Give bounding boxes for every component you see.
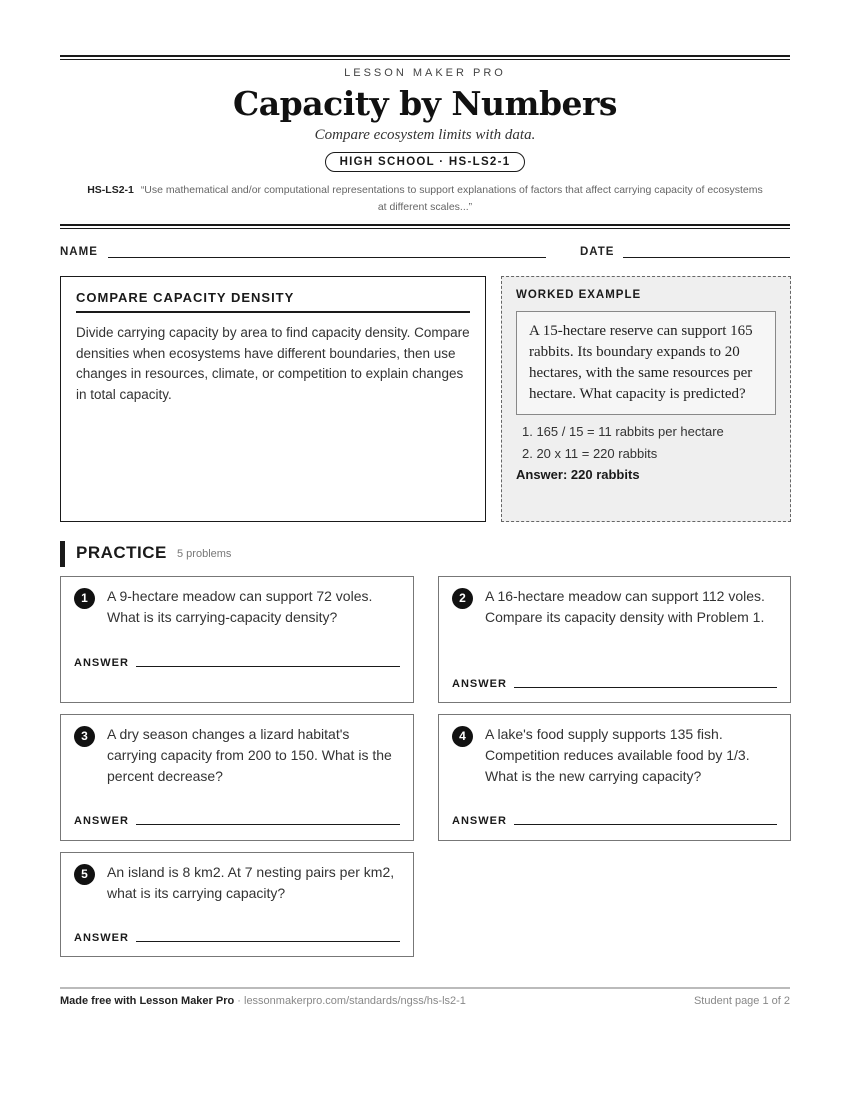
page-title: Capacity by Numbers xyxy=(233,84,617,123)
name-field[interactable] xyxy=(108,257,546,258)
problem-text: A 16-hectare meadow can support 112 voles. Compare its capacity density with Problem 1. xyxy=(485,588,765,625)
header-bottom-rule xyxy=(60,224,790,226)
level-badge: HIGH SCHOOL · HS-LS2-1 xyxy=(325,152,526,172)
date-field[interactable] xyxy=(623,257,790,258)
brand-name: LESSON MAKER PRO xyxy=(344,67,506,79)
problem-text: A lake's food supply supports 135 fish. Competition reduces available food by 1/3. What is the new carrying capacity? xyxy=(485,726,750,784)
practice-title: PRACTICE xyxy=(76,543,167,562)
standard-text: “Use mathematical and/or computational representations to support explanations of factors that affect carrying capacity of ecosystems at different scales...” xyxy=(140,184,763,213)
answer-field[interactable] xyxy=(514,824,777,825)
name-label: NAME xyxy=(60,246,98,258)
answer-label: ANSWER xyxy=(452,678,507,690)
answer-field[interactable] xyxy=(136,666,400,667)
answer-label: ANSWER xyxy=(74,657,129,669)
problem-card xyxy=(438,576,791,703)
standard-statement xyxy=(85,182,765,216)
problem-card xyxy=(60,714,414,841)
problem-text: An island is 8 km2. At 7 nesting pairs per km2, what is its carrying capacity? xyxy=(107,864,395,901)
practice-accent-bar xyxy=(60,541,65,567)
concept-body: Divide carrying capacity by area to find capacity density. Compare densities when ecosystems have different boundaries, then use changes in resources, climate, or competition to explain changes in total capacity. xyxy=(76,325,470,402)
practice-count: 5 problems xyxy=(177,548,232,560)
answer-label: ANSWER xyxy=(74,932,129,944)
footer-credit xyxy=(60,995,466,1007)
answer-field[interactable] xyxy=(136,941,400,942)
footer-made-with: Made free with Lesson Maker Pro xyxy=(60,995,235,1007)
worked-step: 2. 20 x 11 = 220 rabbits xyxy=(522,446,658,461)
problem-text: A 9-hectare meadow can support 72 voles. What is its carrying-capacity density? xyxy=(107,588,373,625)
problem-card xyxy=(438,714,791,841)
problem-number: 5 xyxy=(74,864,95,885)
footer-page-number: Student page 1 of 2 xyxy=(693,995,790,1007)
standard-code: HS-LS2-1 xyxy=(87,184,134,196)
date-label: DATE xyxy=(580,246,615,258)
level-badge-wrap xyxy=(60,152,790,172)
problem-number: 1 xyxy=(74,588,95,609)
answer-field[interactable] xyxy=(514,687,777,688)
answer-field[interactable] xyxy=(136,824,400,825)
problem-number: 2 xyxy=(452,588,473,609)
header-top-rule xyxy=(60,55,790,57)
worked-example-label: WORKED EXAMPLE xyxy=(516,289,642,301)
concept-heading: COMPARE CAPACITY DENSITY xyxy=(76,290,470,313)
answer-label: ANSWER xyxy=(452,815,507,827)
worked-example-box xyxy=(501,276,791,522)
footer-rule xyxy=(60,987,790,989)
worked-step: 1. 165 / 15 = 11 rabbits per hectare xyxy=(522,424,724,439)
worked-example-problem: A 15-hectare reserve can support 165 rabbits. Its boundary expands to 20 hectares, with the same resources per hectare. What capacity is predicted? xyxy=(516,311,776,415)
answer-label: ANSWER xyxy=(74,815,129,827)
page-subtitle: Compare ecosystem limits with data. xyxy=(314,127,536,143)
problem-card xyxy=(60,576,414,703)
footer-url[interactable]: · lessonmakerpro.com/standards/ngss/hs-ls2-1 xyxy=(234,995,466,1007)
worked-example-steps xyxy=(516,421,776,465)
worked-example-answer: Answer: 220 rabbits xyxy=(516,467,640,482)
concept-box xyxy=(60,276,486,522)
problem-number: 4 xyxy=(452,726,473,747)
problem-text: A dry season changes a lizard habitat's carrying capacity from 200 to 150. What is the percent decrease? xyxy=(107,726,392,784)
problem-card xyxy=(60,852,414,957)
problem-number: 3 xyxy=(74,726,95,747)
